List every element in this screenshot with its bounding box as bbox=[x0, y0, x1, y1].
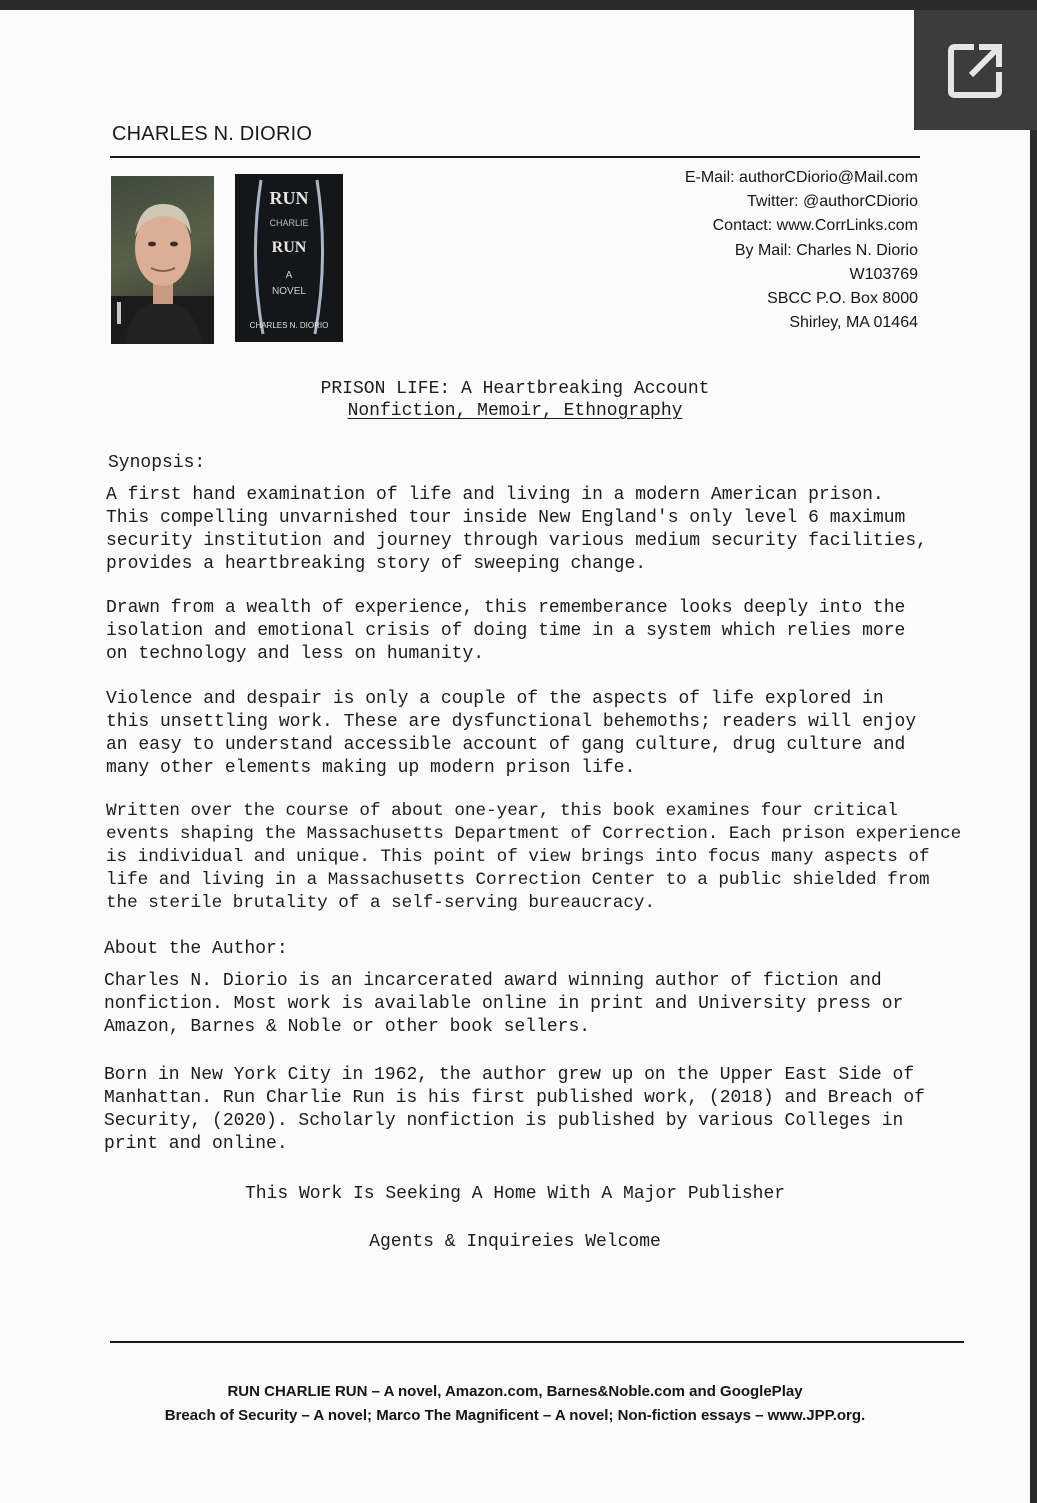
text-line: Violence and despair is only a couple of the aspects of life explored in bbox=[106, 689, 884, 709]
text-line: this unsettling work. These are dysfunctional behemoths; readers will enjoy bbox=[106, 712, 917, 732]
text-line: Manhattan. Run Charlie Run is his first published work, (2018) and Breach of bbox=[104, 1088, 925, 1108]
text-line: This compelling unvarnished tour inside New England's only level 6 maximum bbox=[106, 508, 906, 528]
cover-title-charlie: CHARLIE bbox=[269, 218, 309, 228]
contact-block bbox=[685, 166, 918, 335]
contact-city: Shirley, MA 01464 bbox=[789, 314, 918, 332]
title-line: PRISON LIFE: A Heartbreaking Account bbox=[320, 379, 710, 399]
contact-twitter: Twitter: @authorCDiorio bbox=[747, 193, 918, 211]
cover-author: CHARLES N. DIORIO bbox=[249, 321, 329, 330]
text-line: Drawn from a wealth of experience, this rememberance looks deeply into the bbox=[106, 598, 906, 618]
text-line: security institution and journey through various medium security facilities, bbox=[106, 531, 927, 551]
header-rule bbox=[110, 156, 920, 158]
document-page bbox=[0, 10, 1030, 1503]
book-cover bbox=[235, 174, 343, 342]
text-line: on technology and less on humanity. bbox=[106, 644, 485, 664]
synopsis-paragraph-2 bbox=[106, 597, 905, 666]
cover-novel: NOVEL bbox=[272, 286, 306, 297]
text-line: many other elements making up modern prison life. bbox=[106, 758, 636, 778]
text-line: Written over the course of about one-year, this book examines four critical bbox=[106, 801, 898, 821]
text-line: isolation and emotional crisis of doing time in a system which relies more bbox=[106, 621, 906, 641]
contact-website: Contact: www.CorrLinks.com bbox=[712, 217, 918, 235]
cover-title-run-2: RUN bbox=[271, 239, 307, 256]
document-title bbox=[0, 378, 1030, 422]
text-line: Charles N. Diorio is an incarcerated award winning author of fiction and bbox=[104, 971, 882, 991]
text-line: is individual and unique. This point of view brings into focus many aspects of bbox=[106, 847, 930, 867]
text-line: A first hand examination of life and living in a modern American prison. bbox=[106, 485, 884, 505]
contact-email: E-Mail: authorCDiorio@Mail.com bbox=[684, 169, 918, 186]
contact-po-box: SBCC P.O. Box 8000 bbox=[767, 290, 918, 308]
synopsis-paragraph-4 bbox=[106, 800, 961, 915]
synopsis-heading: Synopsis: bbox=[108, 453, 206, 473]
cover-title-run: RUN bbox=[269, 188, 309, 208]
closing-line-2: Agents & Inquireies Welcome bbox=[369, 1232, 661, 1252]
contact-inmate-id: W103769 bbox=[849, 265, 918, 283]
about-paragraph-1 bbox=[104, 970, 903, 1039]
about-heading: About the Author: bbox=[104, 939, 288, 959]
about-paragraph-2 bbox=[104, 1064, 925, 1156]
text-line: provides a heartbreaking story of sweeping change. bbox=[106, 554, 647, 574]
text-line: events shaping the Massachusetts Department of Correction. Each prison experience bbox=[106, 824, 962, 844]
text-line: an easy to understand accessible account of gang culture, drug culture and bbox=[106, 735, 906, 755]
footer-rule bbox=[110, 1341, 964, 1343]
footer bbox=[0, 1380, 1030, 1428]
text-line: print and online. bbox=[104, 1134, 288, 1154]
text-line: nonfiction. Most work is available online in print and University press or bbox=[104, 994, 904, 1014]
text-line: life and living in a Massachusetts Correction Center to a public shielded from bbox=[106, 870, 930, 890]
footer-line-1: RUN CHARLIE RUN – A novel, Amazon.com, Barnes&Noble.com and GooglePlay bbox=[227, 1383, 803, 1400]
closing-line-1: This Work Is Seeking A Home With A Major Publisher bbox=[244, 1184, 786, 1204]
cover-a: A bbox=[285, 270, 293, 281]
subtitle-line: Nonfiction, Memoir, Ethnography bbox=[347, 401, 683, 421]
open-external-button[interactable] bbox=[914, 10, 1037, 130]
author-name: CHARLES N. DIORIO bbox=[112, 123, 313, 145]
open-external-icon bbox=[947, 41, 1005, 99]
text-line: Born in New York City in 1962, the author grew up on the Upper East Side of bbox=[104, 1065, 915, 1085]
contact-mail-name: By Mail: Charles N. Diorio bbox=[734, 241, 918, 259]
author-photo bbox=[111, 176, 214, 344]
synopsis-paragraph-3 bbox=[106, 688, 916, 780]
synopsis-paragraph-1 bbox=[106, 484, 927, 576]
footer-line-2: Breach of Security – A novel; Marco The Magnificent – A novel; Non-fiction essays – www.JPP.org. bbox=[164, 1407, 866, 1424]
text-line: Security, (2020). Scholarly nonfiction is published by various Colleges in bbox=[104, 1111, 904, 1131]
text-line: Amazon, Barnes & Noble or other book sellers. bbox=[104, 1017, 591, 1037]
text-line: the sterile brutality of a self-serving bureaucracy. bbox=[106, 893, 656, 913]
